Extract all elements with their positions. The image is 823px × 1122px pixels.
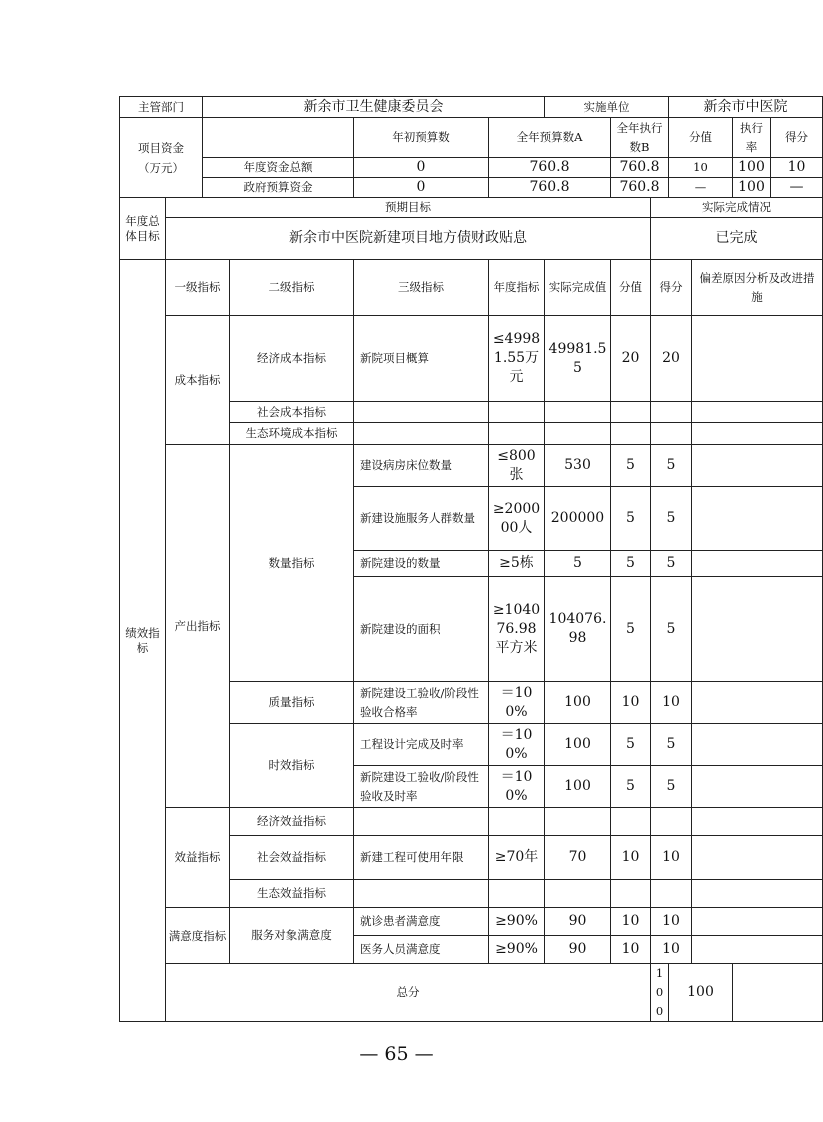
output-label: 产出指标 (166, 445, 230, 808)
kpi-score-value: 20 (611, 316, 651, 402)
impl-label: 实施单位 (545, 97, 669, 118)
kpi-score: 5 (651, 487, 692, 551)
kpi-actual: 530 (545, 445, 611, 487)
kpi-target: ≥5栋 (489, 551, 545, 577)
kpi-row (120, 908, 823, 936)
kpi-score-value: 10 (611, 836, 651, 880)
total-deviation (733, 964, 823, 1022)
kpi-score: 5 (651, 766, 692, 808)
kpi-target: ≥104076.98平方米 (489, 577, 545, 682)
funds-rate: 100 (733, 178, 771, 198)
total-score-value: 100 (651, 964, 669, 1022)
kpi-actual: 200000 (545, 487, 611, 551)
kpi-score-value: 10 (611, 908, 651, 936)
kpi-side-label: 绩效指标 (120, 260, 166, 1022)
kpi-name: 新院建设的数量 (354, 551, 489, 577)
kpi-deviation (692, 551, 823, 577)
kpi-deviation (692, 936, 823, 964)
funds-header-row (120, 118, 823, 158)
col-rate: 执行率 (733, 118, 771, 158)
kpi-target: ≤49981.55万元 (489, 316, 545, 402)
kpi-score: 5 (651, 551, 692, 577)
kpi-name: 新院建设工验收/阶段性验收及时率 (354, 766, 489, 808)
kpi-actual: 70 (545, 836, 611, 880)
kpi-score-value: 5 (611, 577, 651, 682)
kpi-name: 就诊患者满意度 (354, 908, 489, 936)
kpi-deviation (692, 445, 823, 487)
kpi-name: 医务人员满意度 (354, 936, 489, 964)
kpi-actual: 90 (545, 936, 611, 964)
benefit-eco: 生态效益指标 (230, 880, 354, 908)
cost-label: 成本指标 (166, 316, 230, 445)
dept-value: 新余市卫生健康委员会 (203, 97, 545, 118)
benefit-economic: 经济效益指标 (230, 808, 354, 836)
col-score: 得分 (771, 118, 823, 158)
kpi-actual: 100 (545, 724, 611, 766)
funds-initial: 0 (354, 158, 489, 178)
kpi-row (120, 808, 823, 836)
kpi-name: 建设病房床位数量 (354, 445, 489, 487)
cost-eco: 生态环境成本指标 (230, 423, 354, 445)
kpi-col-level3: 三级指标 (354, 260, 489, 316)
page-number: — 65 — (359, 1043, 434, 1065)
kpi-target: ＝100% (489, 682, 545, 724)
kpi-row (120, 445, 823, 487)
kpi-name: 新院建设的面积 (354, 577, 489, 682)
benefit-label: 效益指标 (166, 808, 230, 908)
kpi-target: ＝100% (489, 766, 545, 808)
kpi-col-deviation: 偏差原因分析及改进措施 (692, 260, 823, 316)
goal-expected: 新余市中医院新建项目地方债财政贴息 (166, 218, 651, 260)
kpi-score-value: 10 (611, 682, 651, 724)
funds-score: — (771, 178, 823, 198)
funds-label-cell (120, 118, 203, 198)
kpi-deviation (692, 316, 823, 402)
kpi-col-score-value: 分值 (611, 260, 651, 316)
kpi-actual: 90 (545, 908, 611, 936)
kpi-score-value: 5 (611, 487, 651, 551)
funds-annual: 760.8 (489, 178, 611, 198)
dept-label: 主管部门 (120, 97, 203, 118)
kpi-name: 新院项目概算 (354, 316, 489, 402)
kpi-deviation (692, 908, 823, 936)
kpi-target: ≥200000人 (489, 487, 545, 551)
kpi-target: ≥70年 (489, 836, 545, 880)
funds-score-value: — (669, 178, 733, 198)
header-row (120, 97, 823, 118)
kpi-header-row (120, 260, 823, 316)
goal-actual-label: 实际完成情况 (651, 198, 823, 218)
kpi-name: 新建工程可使用年限 (354, 836, 489, 880)
kpi-score: 20 (651, 316, 692, 402)
kpi-target: ≥90% (489, 936, 545, 964)
cost-social: 社会成本指标 (230, 402, 354, 423)
satisfaction-label: 满意度指标 (166, 908, 230, 964)
kpi-score: 10 (651, 682, 692, 724)
kpi-score-value: 5 (611, 445, 651, 487)
goal-content-row (120, 218, 823, 260)
kpi-score: 5 (651, 577, 692, 682)
funds-row (120, 158, 823, 178)
col-exec: 全年执行数B (611, 118, 669, 158)
kpi-score: 10 (651, 908, 692, 936)
goal-header-row (120, 198, 823, 218)
total-label: 总分 (166, 964, 651, 1022)
col-annual: 全年预算数A (489, 118, 611, 158)
satisfaction-sub: 服务对象满意度 (230, 908, 354, 964)
kpi-col-actual: 实际完成值 (545, 260, 611, 316)
kpi-score-value: 5 (611, 724, 651, 766)
kpi-target: ≤800张 (489, 445, 545, 487)
kpi-name: 工程设计完成及时率 (354, 724, 489, 766)
funds-initial: 0 (354, 178, 489, 198)
kpi-score-value: 5 (611, 766, 651, 808)
kpi-name: 新院建设工验收/阶段性验收合格率 (354, 682, 489, 724)
funds-row (120, 178, 823, 198)
kpi-deviation (692, 766, 823, 808)
total-score: 100 (669, 964, 733, 1022)
kpi-deviation (692, 682, 823, 724)
output-quality: 质量指标 (230, 682, 354, 724)
funds-exec: 760.8 (611, 178, 669, 198)
funds-row-name: 政府预算资金 (203, 178, 354, 198)
kpi-deviation (692, 487, 823, 551)
kpi-col-target: 年度指标 (489, 260, 545, 316)
kpi-col-level1: 一级指标 (166, 260, 230, 316)
funds-exec: 760.8 (611, 158, 669, 178)
funds-rate: 100 (733, 158, 771, 178)
kpi-score: 5 (651, 445, 692, 487)
goal-expected-label: 预期目标 (166, 198, 651, 218)
kpi-target: ＝100% (489, 724, 545, 766)
kpi-score: 10 (651, 936, 692, 964)
funds-score-value: 10 (669, 158, 733, 178)
output-timeliness: 时效指标 (230, 724, 354, 808)
col-initial: 年初预算数 (354, 118, 489, 158)
kpi-actual: 5 (545, 551, 611, 577)
output-quantity: 数量指标 (230, 445, 354, 682)
kpi-actual: 100 (545, 766, 611, 808)
kpi-col-score: 得分 (651, 260, 692, 316)
kpi-row (120, 316, 823, 402)
kpi-deviation (692, 836, 823, 880)
kpi-score: 5 (651, 724, 692, 766)
funds-unit: （万元） (138, 160, 184, 175)
kpi-name: 新建设施服务人群数量 (354, 487, 489, 551)
kpi-actual: 49981.55 (545, 316, 611, 402)
kpi-score: 10 (651, 836, 692, 880)
kpi-deviation (692, 724, 823, 766)
funds-header-blank (203, 118, 354, 158)
kpi-actual: 104076.98 (545, 577, 611, 682)
kpi-actual: 100 (545, 682, 611, 724)
funds-score: 10 (771, 158, 823, 178)
funds-annual: 760.8 (489, 158, 611, 178)
kpi-score-value: 10 (611, 936, 651, 964)
funds-label: 项目资金 (138, 140, 184, 155)
benefit-social: 社会效益指标 (230, 836, 354, 880)
kpi-deviation (692, 577, 823, 682)
funds-row-name: 年度资金总额 (203, 158, 354, 178)
kpi-target: ≥90% (489, 908, 545, 936)
goal-actual: 已完成 (651, 218, 823, 260)
col-score-value: 分值 (669, 118, 733, 158)
kpi-col-level2: 二级指标 (230, 260, 354, 316)
performance-evaluation-table (119, 96, 823, 1022)
impl-value: 新余市中医院 (669, 97, 823, 118)
kpi-score-value: 5 (611, 551, 651, 577)
total-row (120, 964, 823, 1022)
cost-economic: 经济成本指标 (230, 316, 354, 402)
goal-label: 年度总体目标 (120, 198, 166, 260)
